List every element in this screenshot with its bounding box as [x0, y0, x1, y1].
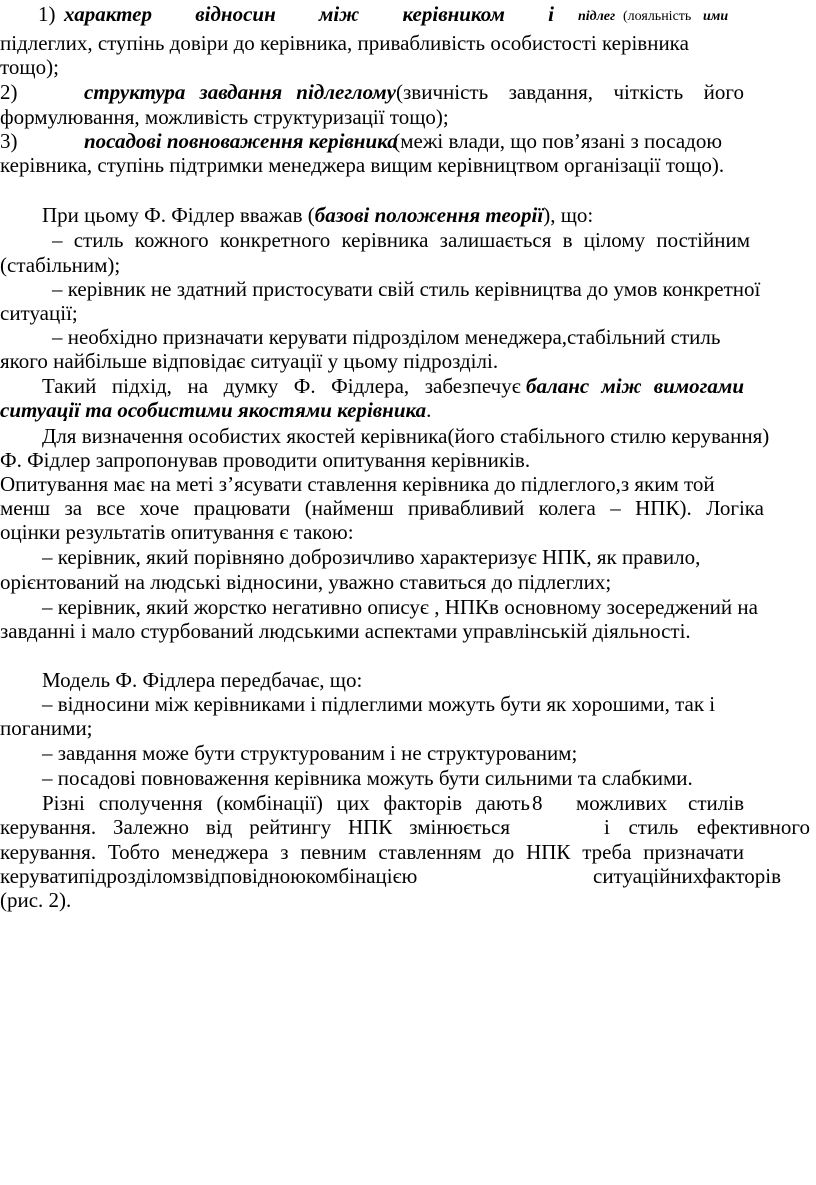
text-fragment: керування. Залежно від рейтингу НПК змінюється	[0, 815, 510, 839]
paragraph-line: підлеглих, ступінь довіри до керівника, привабливість особистості керівника	[0, 31, 689, 55]
paragraph-line	[0, 374, 816, 398]
text-fragment: ситуаційнихфакторів	[593, 864, 781, 888]
paragraph-line: Опитування має на меті з’ясувати ставлення керівника до підлеглого,з яким той	[0, 472, 715, 496]
list-item-1-line	[0, 2, 816, 26]
paragraph-line: (стабільним);	[0, 253, 121, 277]
list-number-1: 1)	[38, 2, 61, 26]
paragraph-line: оцінки результатів опитування є такою:	[0, 520, 354, 544]
emphasis-text: базові положення теорії	[314, 203, 544, 227]
paragraph-line: завданні і мало стурбований людськими аспектами управлінській діяльності.	[0, 619, 691, 643]
paragraph-line: ситуації;	[0, 301, 78, 325]
paragraph-line	[0, 398, 816, 422]
paragraph-line: Для визначення особистих якостей керівника(його стабільного стилю керування)	[42, 424, 770, 448]
paragraph-line	[0, 791, 816, 815]
paragraph-line: тощо);	[0, 55, 59, 79]
text-fragment: Такий підхід, на думку Ф. Фідлера, забезпечує	[42, 374, 526, 398]
criterion-relations-title: характер відносин між керівником і	[64, 2, 554, 26]
paragraph-line: Модель Ф. Фідлера передбачає, що:	[42, 668, 363, 692]
text-fragment: керуватипідрозділомзвідповідноюкомбінацією	[0, 864, 418, 888]
paragraph-line: поганими;	[0, 716, 93, 740]
text-fragment: Різні сполучення (комбінації) цих факторів дають	[42, 791, 530, 815]
list-number-2: 2)	[0, 80, 18, 104]
criterion-authority-title: посадові повноваження керівника	[84, 129, 398, 153]
text-fragment: 8	[532, 791, 543, 815]
paragraph-line	[0, 815, 816, 839]
list-number-3: 3)	[0, 129, 18, 153]
list-item: – керівник, який порівняно доброзичливо характеризує НПК, як правило,	[42, 545, 701, 569]
text-fragment: При цьому Ф. Фідлер вважав (	[42, 203, 315, 227]
text-fragment: ими	[703, 9, 729, 24]
criterion-relations-title-cont: підлег	[578, 9, 616, 24]
criterion-task-structure-title: структура завдання підлеглому	[84, 80, 396, 104]
paragraph-line: Ф. Фідлер запропонував проводити опитування керівників.	[0, 448, 531, 472]
list-item: – керівник, який жорстко негативно описує , НПКв основному зосереджений на	[42, 595, 758, 619]
paragraph-line: менш за все хоче працювати (найменш привабливий колега – НПК). Логіка	[0, 496, 764, 520]
text-fragment: (звичність завдання, чіткість його	[396, 80, 744, 104]
paragraph-line: керування. Тобто менеджера з певним ставленням до НПК треба призначати	[0, 840, 744, 864]
paragraph-line	[0, 864, 816, 888]
list-item-3-line	[0, 129, 816, 153]
list-item: – посадові повноваження керівника можуть бути сильними та слабкими.	[42, 766, 693, 790]
emphasis-text: ситуації та особистими якостями керівника	[0, 398, 427, 422]
text-fragment: (лояльність	[623, 9, 692, 24]
paragraph-line: керівника, ступінь підтримки менеджера вищим керівництвом організації тощо).	[0, 153, 725, 177]
list-item: – необхідно призначати керувати підрозділом менеджера,стабільний стиль	[52, 325, 721, 349]
paragraph-line	[0, 203, 816, 227]
text-fragment: ), що:	[543, 203, 594, 227]
emphasis-text: баланс між вимогами	[526, 374, 744, 398]
list-item: – завдання може бути структурованим і не структурованим;	[42, 741, 578, 765]
text-fragment: можливих стилів	[576, 791, 744, 815]
list-item: – стиль кожного конкретного керівника залишається в цілому постійним	[52, 228, 750, 252]
text-fragment: і стиль ефективного	[604, 815, 810, 839]
paragraph-line: якого найбільше відповідає ситуації у цьому підрозділі.	[0, 349, 499, 373]
list-item: – відносини між керівниками і підлеглими можуть бути як хорошими, так і	[42, 692, 716, 716]
text-fragment: (межі влади, що пов’язані з посадою	[388, 129, 723, 153]
paragraph-line: формулювання, можливість структуризації тощо);	[0, 105, 449, 129]
list-item-2-line	[0, 80, 816, 104]
list-item: – керівник не здатний пристосувати свій стиль керівництва до умов конкретної	[52, 277, 761, 301]
text-fragment: .	[426, 398, 432, 422]
paragraph-line: орієнтований на людські відносини, уважно ставиться до підлеглих;	[0, 570, 612, 594]
paragraph-line: (рис. 2).	[0, 888, 72, 912]
